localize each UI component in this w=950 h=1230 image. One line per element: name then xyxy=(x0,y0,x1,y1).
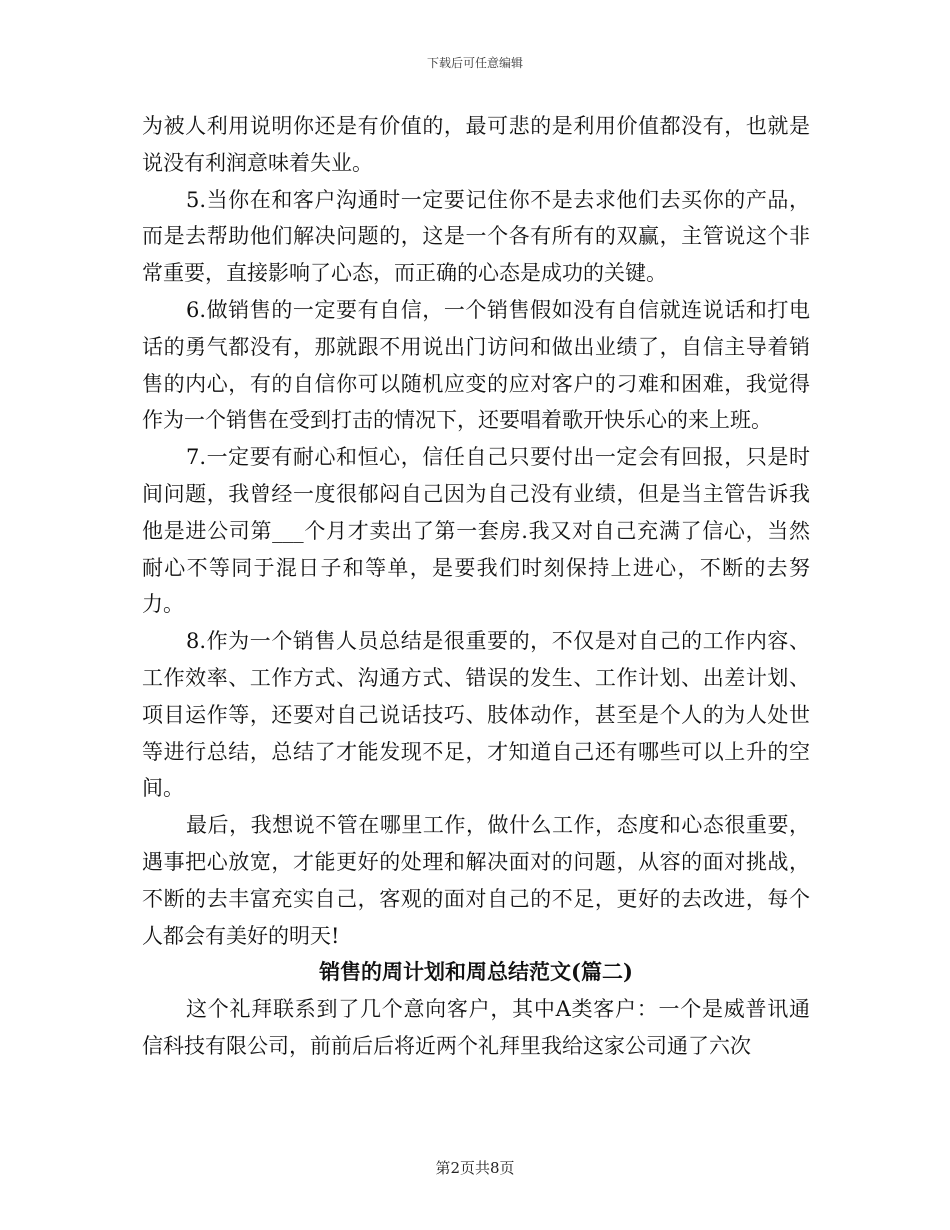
paragraph-conclusion: 最后，我想说不管在哪里工作，做什么工作，态度和心态很重要，遇事把心放宽，才能更好的处理和解决面对的问题，从容的面对挑战，不断的去丰富充实自己，客观的面对自己的不足，更好的去改进，每个人都会有美好的明天! xyxy=(142,813,810,948)
paragraph-point-5: 5.当你在和客户沟通时一定要记住你不是去求他们去买你的产品，而是去帮助他们解决问题的，这是一个各有所有的双赢，主管说这个非常重要，直接影响了心态，而正确的心态是成功的关键。 xyxy=(142,187,810,286)
paragraph-continuation: 为被人利用说明你还是有价值的，最可悲的是利用价值都没有，也就是说没有利润意味着失业。 xyxy=(142,114,810,175)
page-footer: 第2页共8页 xyxy=(435,1159,515,1177)
paragraph-section-two-start: 这个礼拜联系到了几个意向客户，其中A类客户：一个是威普讯通信科技有限公司，前前后后将近两个礼拜里我给这家公司通了六次 xyxy=(142,997,810,1058)
page-header: 下载后可任意编辑 xyxy=(426,56,523,70)
paragraph-point-7: 7.一定要有耐心和恒心，信任自己只要付出一定会有回报，只是时间问题，我曾经一度很郁闷自己因为自己没有业绩，但是当主管告诉我他是进公司第___个月才卖出了第一套房.我又对自己充满了信心，当然耐心不等同于混日子和等单，是要我们时刻保持上进心，不断的去努力。 xyxy=(142,445,810,617)
document-body xyxy=(142,108,810,1065)
section-heading: 销售的周计划和周总结范文(篇二) xyxy=(319,959,633,985)
paragraph-point-8: 8.作为一个销售人员总结是很重要的，不仅是对自己的工作内容、工作效率、工作方式、沟通方式、错误的发生、工作计划、出差计划、项目运作等，还要对自己说话技巧、肢体动作，甚至是个人的为人处世等进行总结，总结了才能发现不足，才知道自己还有哪些可以上升的空间。 xyxy=(142,629,810,801)
paragraph-point-6: 6.做销售的一定要有自信，一个销售假如没有自信就连说话和打电话的勇气都没有，那就跟不用说出门访问和做出业绩了，自信主导着销售的内心，有的自信你可以随机应变的应对客户的刁难和困难，我觉得作为一个销售在受到打击的情况下，还要唱着歌开快乐心的来上班。 xyxy=(142,297,810,433)
